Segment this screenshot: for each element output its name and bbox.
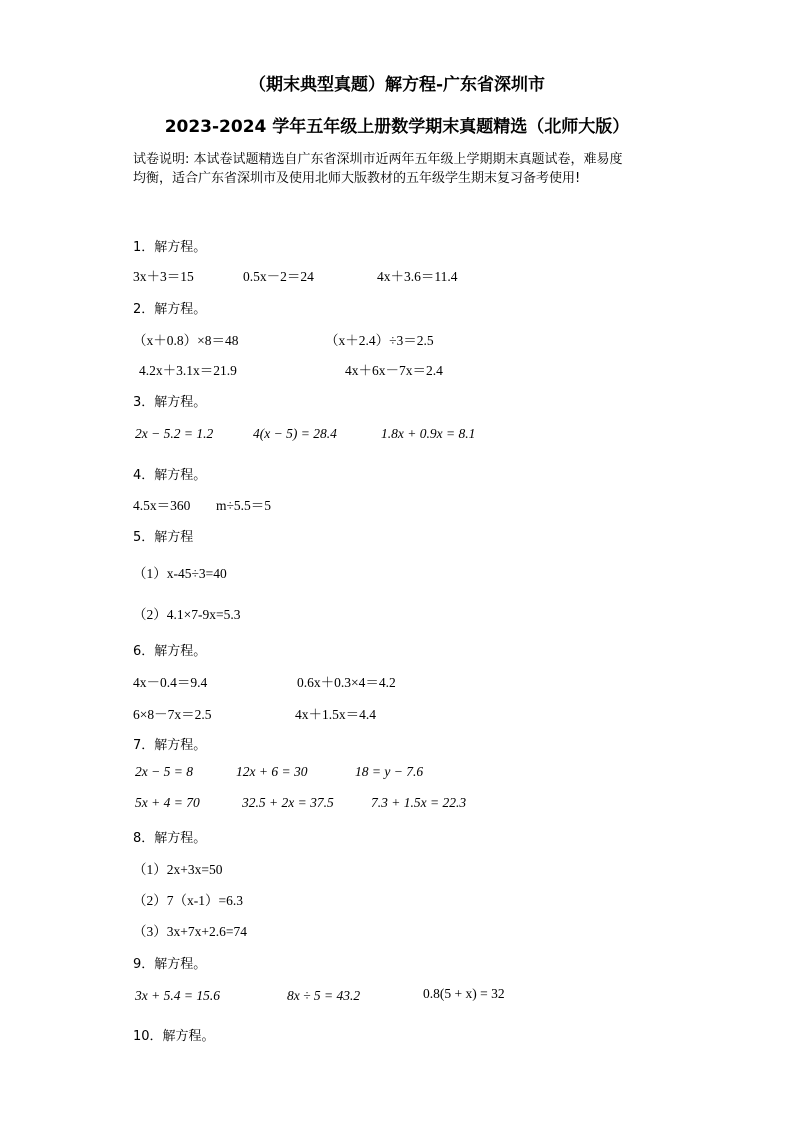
- question-4-heading: 4．解方程。: [133, 468, 207, 483]
- question-10-heading: 10．解方程。: [133, 1029, 215, 1044]
- q9-equation-3: 0.8(5 + x) = 32: [423, 986, 505, 1001]
- q7-equation-6: 7.3 + 1.5x = 22.3: [371, 795, 467, 810]
- q9-equation-2: 8x ÷ 5 = 43.2: [287, 988, 361, 1003]
- q3-equation-1: 2x − 5.2 = 1.2: [135, 426, 214, 441]
- q2-equation-2: （x＋2.4）÷3＝2.5: [325, 333, 434, 348]
- intro-line-1: 试卷说明: 本试卷试题精选自广东省深圳市近两年五年级上学期期末真题试卷，难易度: [133, 152, 623, 167]
- question-7-heading: 7．解方程。: [133, 738, 207, 753]
- question-8-heading: 8．解方程。: [133, 831, 207, 846]
- question-9-heading: 9．解方程。: [133, 957, 207, 972]
- q4-equation-1: 4.5x＝360: [133, 498, 191, 513]
- q5-equation-2: （2）4.1×7-9x=5.3: [133, 607, 241, 622]
- q2-equation-1: （x＋0.8）×8＝48: [133, 333, 239, 348]
- q3-equation-3: 1.8x + 0.9x = 8.1: [381, 426, 476, 441]
- q7-equation-3: 18 = y − 7.6: [355, 764, 424, 779]
- q2-equation-4: 4x＋6x－7x＝2.4: [345, 363, 443, 378]
- q2-equation-3: 4.2x＋3.1x＝21.9: [139, 363, 237, 378]
- q1-equation-2: 0.5x－2＝24: [243, 269, 314, 284]
- q1-equation-3: 4x＋3.6＝11.4: [377, 269, 458, 284]
- q7-equation-1: 2x − 5 = 8: [135, 764, 193, 779]
- q8-equation-3: （3）3x+7x+2.6=74: [133, 924, 247, 939]
- q6-equation-3: 6×8－7x＝2.5: [133, 707, 212, 722]
- q7-equation-2: 12x + 6 = 30: [236, 764, 308, 779]
- q9-equation-1: 3x + 5.4 = 15.6: [135, 988, 220, 1003]
- question-3-heading: 3．解方程。: [133, 395, 207, 410]
- q5-equation-1: （1）x-45÷3=40: [133, 566, 227, 581]
- question-2-heading: 2．解方程。: [133, 302, 207, 317]
- q6-equation-4: 4x＋1.5x＝4.4: [295, 707, 376, 722]
- title-line-2: 2023-2024 学年五年级上册数学期末真题精选（北师大版）: [164, 117, 630, 137]
- q8-equation-1: （1）2x+3x=50: [133, 862, 223, 877]
- q7-equation-4: 5x + 4 = 70: [135, 795, 200, 810]
- q4-equation-2: m÷5.5＝5: [216, 498, 272, 513]
- intro-line-2: 均衡，适合广东省深圳市及使用北师大版教材的五年级学生期末复习备考使用!: [133, 171, 581, 186]
- q7-equation-5: 32.5 + 2x = 37.5: [242, 795, 334, 810]
- title-line-1: （期末典型真题）解方程-广东省深圳市: [248, 75, 546, 95]
- q6-equation-1: 4x－0.4＝9.4: [133, 675, 208, 690]
- q6-equation-2: 0.6x＋0.3×4＝4.2: [297, 675, 396, 690]
- question-6-heading: 6．解方程。: [133, 644, 207, 659]
- question-1-heading: 1．解方程。: [133, 240, 207, 255]
- q3-equation-2: 4(x − 5) = 28.4: [253, 426, 337, 441]
- question-5-heading: 5．解方程: [133, 530, 194, 545]
- q8-equation-2: （2）7（x-1）=6.3: [133, 893, 243, 908]
- q1-equation-1: 3x＋3＝15: [133, 269, 194, 284]
